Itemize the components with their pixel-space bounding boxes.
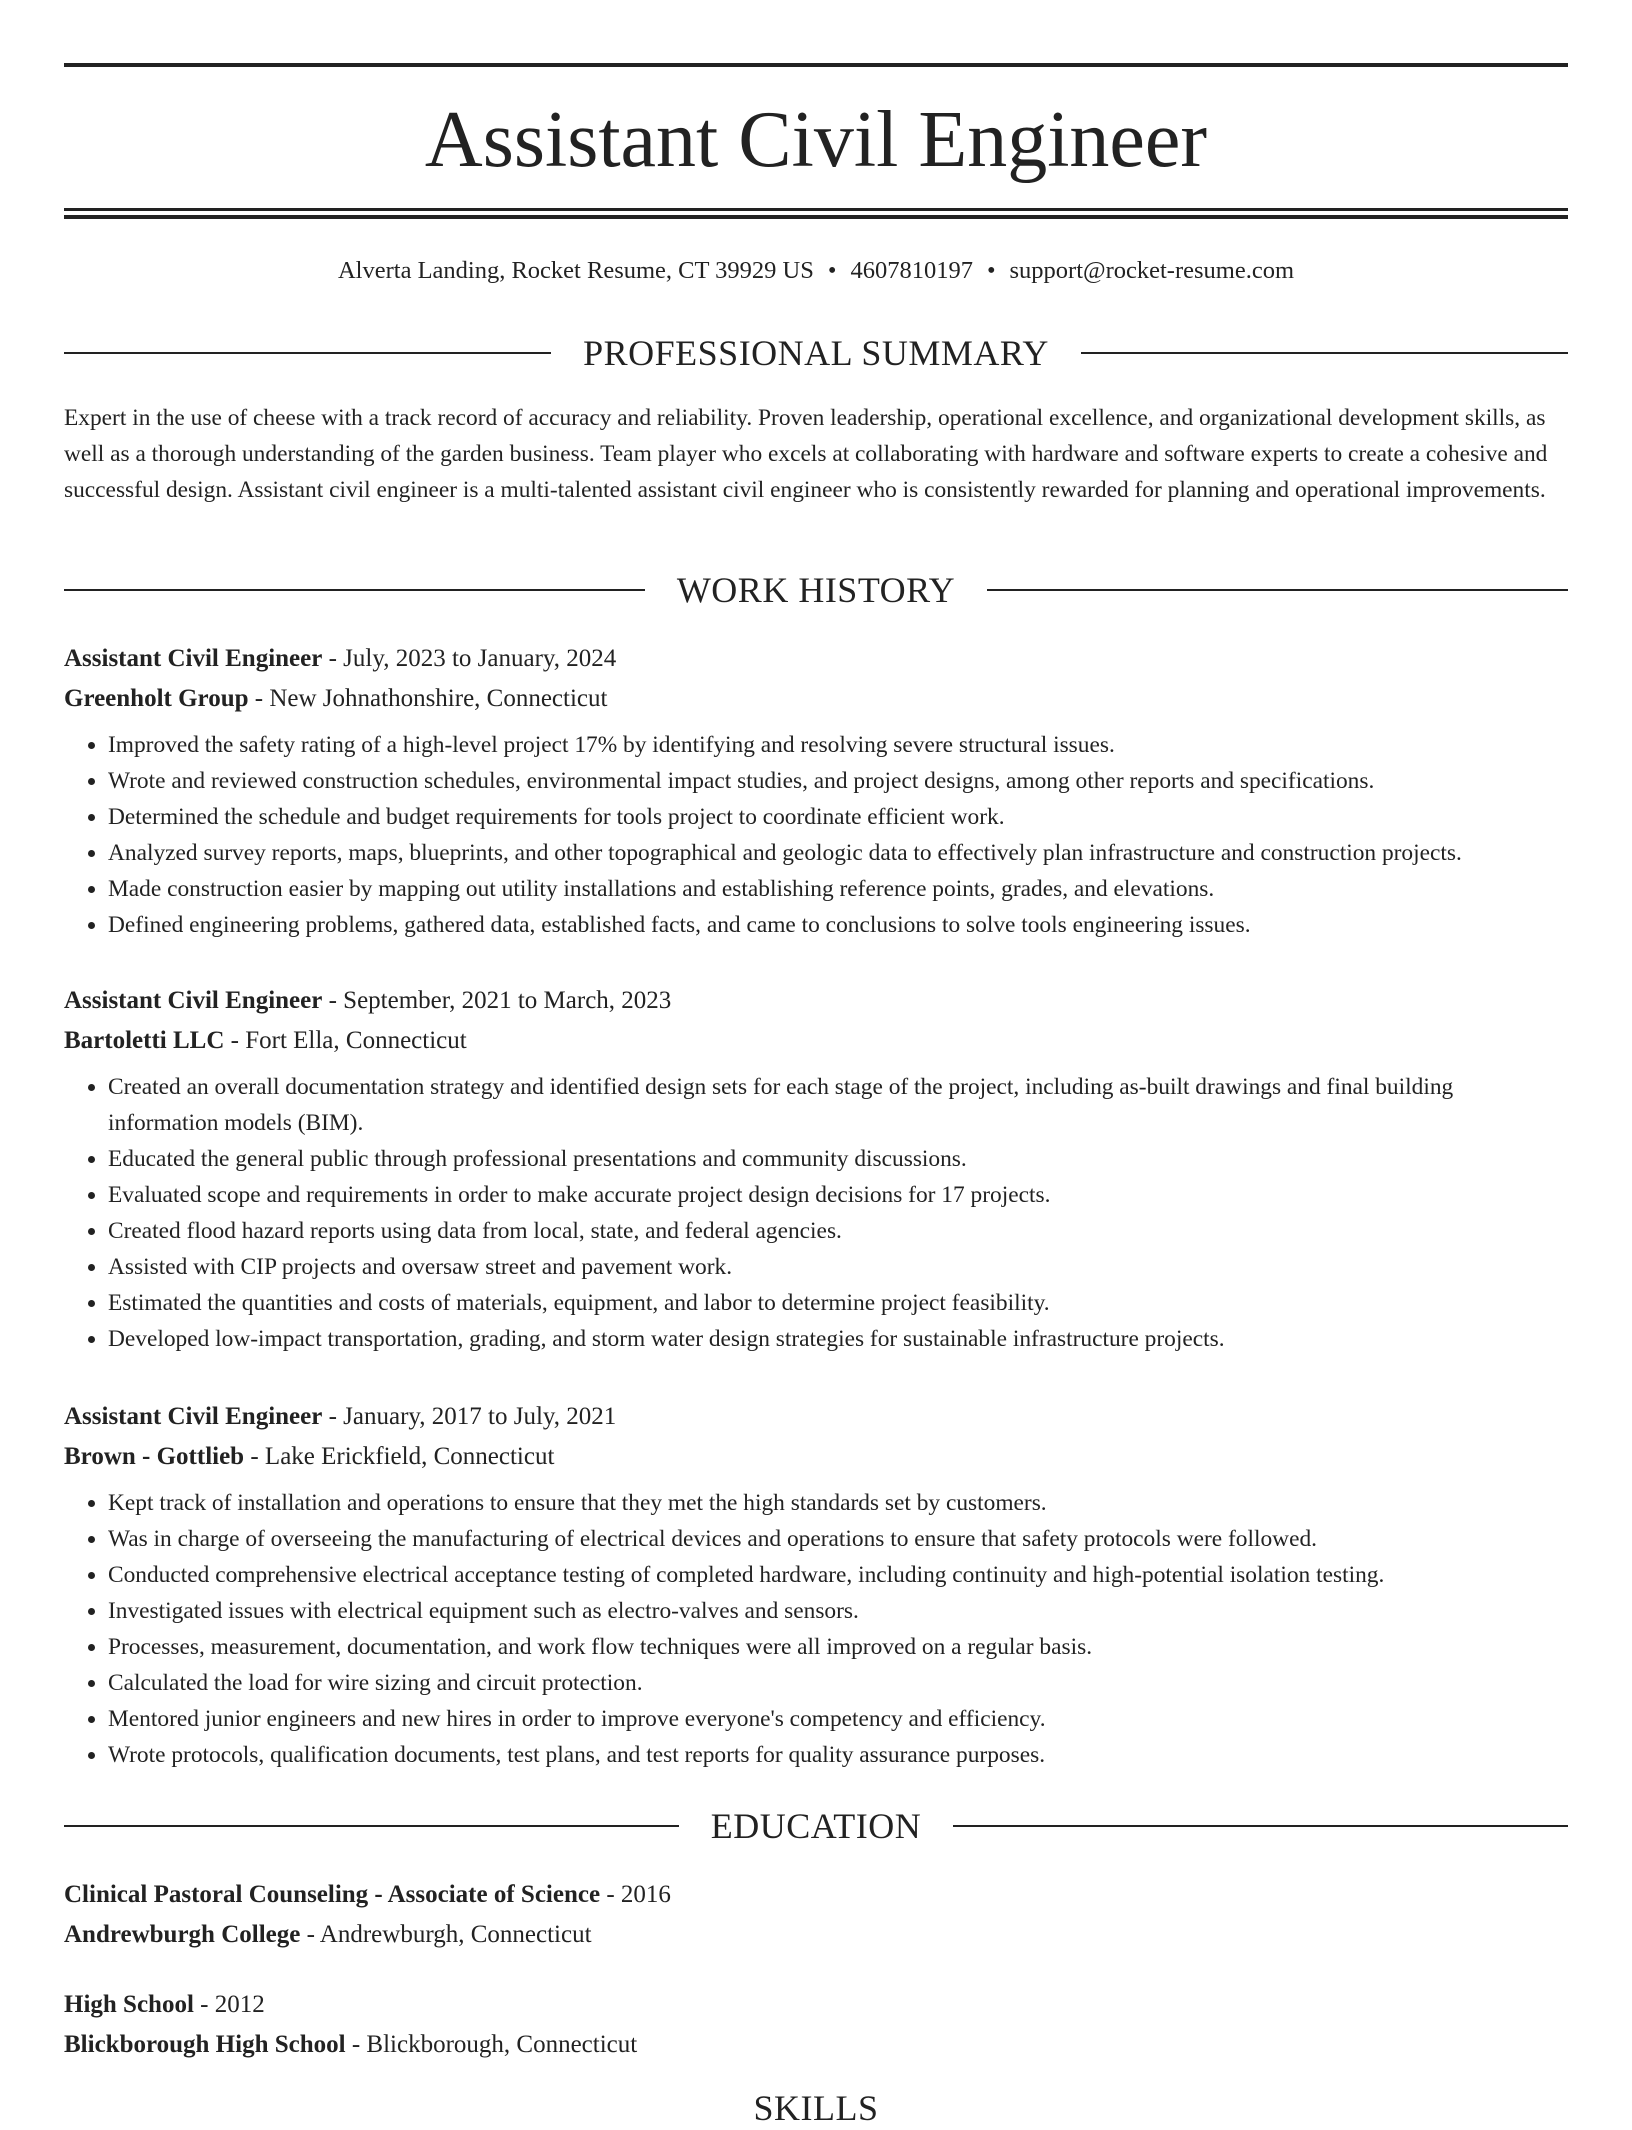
job-bullet: • Assisted with CIP projects and oversaw street and pavement work. — [108, 1249, 1568, 1285]
job-title-line — [64, 639, 1568, 679]
education-entry — [64, 1985, 1568, 2065]
education-degree-line — [64, 1875, 1568, 1915]
section-rule-left — [64, 589, 645, 591]
job-bullets — [64, 1069, 1568, 1357]
header-bottom-rule — [64, 208, 1568, 211]
section-title: PROFESSIONAL SUMMARY — [583, 333, 1049, 373]
job-bullet: • Improved the safety rating of a high-level project 17% by identifying and resolving severe structural issues. — [108, 727, 1568, 763]
education-year: - 2012 — [193, 1991, 265, 2018]
job-dates: - July, 2023 to January, 2024 — [322, 645, 617, 672]
section-title: SKILLS — [753, 2088, 879, 2128]
education-school: Blickborough High School — [64, 2031, 346, 2058]
job-entry — [64, 1397, 1568, 1773]
job-bullet: • Wrote protocols, qualification documents, test plans, and test reports for quality assurance purposes. — [108, 1737, 1568, 1773]
section-rule-right — [987, 589, 1568, 591]
job-bullet: • Investigated issues with electrical equipment such as electro-valves and sensors. — [108, 1593, 1568, 1629]
job-bullet: • Developed low-impact transportation, grading, and storm water design strategies for sustainable infrastructure projects. — [108, 1321, 1568, 1357]
section-rule-right — [1081, 352, 1568, 354]
section-rule-left — [64, 1825, 679, 1827]
job-title-line — [64, 1397, 1568, 1437]
job-bullet: • Conducted comprehensive electrical acceptance testing of completed hardware, including continuity and high-potential isolation testing. — [108, 1557, 1568, 1593]
job-company-line — [64, 1437, 1568, 1477]
contact-separator: • — [827, 257, 837, 284]
job-company: Bartoletti LLC — [64, 1027, 225, 1054]
education-degree: High School — [64, 1991, 194, 2018]
job-company-line — [64, 1021, 1568, 1061]
section-heading-education — [64, 1804, 1568, 1848]
section-title: WORK HISTORY — [676, 570, 956, 610]
section-heading-work-history — [64, 568, 1568, 612]
job-bullets — [64, 1485, 1568, 1773]
contact-email[interactable]: support@rocket-resume.com — [1009, 257, 1295, 284]
education-year: - 2016 — [600, 1881, 671, 1908]
job-entry — [64, 981, 1568, 1357]
job-bullet: • Kept track of installation and operations to ensure that they met the high standards set by customers. — [108, 1485, 1568, 1521]
job-location: - Fort Ella, Connecticut — [224, 1027, 467, 1054]
header-top-rule — [64, 63, 1568, 67]
job-bullet: • Analyzed survey reports, maps, blueprints, and other topographical and geologic data to effectively plan infrastructure and construction projects. — [108, 835, 1568, 871]
education-school-line — [64, 1915, 1568, 1955]
job-bullet: • Created an overall documentation strategy and identified design sets for each stage of the project, including as-built drawings and final building information models (BIM). — [108, 1069, 1568, 1141]
job-company: Greenholt Group — [64, 685, 249, 712]
education-degree-line — [64, 1985, 1568, 2025]
education-school-line — [64, 2025, 1568, 2065]
job-location: - Lake Erickfield, Connecticut — [244, 1443, 555, 1470]
resume-name: Assistant Civil Engineer — [424, 96, 1208, 184]
job-bullet: • Defined engineering problems, gathered data, established facts, and came to conclusions to solve tools engineering issues. — [108, 907, 1568, 943]
job-bullets — [64, 727, 1568, 943]
job-bullet: • Educated the general public through professional presentations and community discussions. — [108, 1141, 1568, 1177]
job-bullet: • Evaluated scope and requirements in order to make accurate project design decisions for 17 projects. — [108, 1177, 1568, 1213]
job-dates: - September, 2021 to March, 2023 — [322, 987, 672, 1014]
job-bullet: • Processes, measurement, documentation, and work flow techniques were all improved on a regular basis. — [108, 1629, 1568, 1665]
job-dates: - January, 2017 to July, 2021 — [322, 1403, 617, 1430]
job-title-line — [64, 981, 1568, 1021]
education-school: Andrewburgh College — [64, 1921, 301, 1948]
job-bullet: • Wrote and reviewed construction schedules, environmental impact studies, and project designs, among other reports and specifications. — [108, 763, 1568, 799]
job-bullet: • Created flood hazard reports using data from local, state, and federal agencies. — [108, 1213, 1568, 1249]
job-title: Assistant Civil Engineer — [64, 645, 323, 672]
job-company: Brown - Gottlieb — [64, 1443, 245, 1470]
job-title: Assistant Civil Engineer — [64, 1403, 323, 1430]
summary-paragraph: Expert in the use of cheese with a track record of accuracy and reliability. Proven leadership, operational excellence, and organizational development skills, as well as a thorough understanding of the garden business. Team player who excels at collaborating with hardware and software experts to create a cohesive and successful design. Assistant civil engineer is a multi-talented assistant civil engineer who is consistently rewarded for planning and operational improvements. — [64, 405, 1548, 503]
job-bullet: • Calculated the load for wire sizing and circuit protection. — [108, 1665, 1568, 1701]
section-title: EDUCATION — [710, 1806, 922, 1846]
contact-separator: • — [986, 257, 996, 284]
job-entry — [64, 639, 1568, 943]
education-entry — [64, 1875, 1568, 1955]
job-title: Assistant Civil Engineer — [64, 987, 323, 1014]
job-bullet: • Made construction easier by mapping out utility installations and establishing reference points, grades, and elevations. — [108, 871, 1568, 907]
header-bottom-rule-second — [64, 215, 1568, 219]
job-company-line — [64, 679, 1568, 719]
section-rule-left — [64, 352, 551, 354]
contact-line — [64, 254, 1568, 288]
job-bullet: • Estimated the quantities and costs of materials, equipment, and labor to determine project feasibility. — [108, 1285, 1568, 1321]
section-rule-right — [953, 1825, 1568, 1827]
job-bullet: • Mentored junior engineers and new hires in order to improve everyone's competency and efficiency. — [108, 1701, 1568, 1737]
contact-phone: 4607810197 — [850, 257, 973, 284]
education-location: - Blickborough, Connecticut — [345, 2031, 638, 2058]
job-bullet: • Determined the schedule and budget requirements for tools project to coordinate efficient work. — [108, 799, 1568, 835]
section-heading-summary — [64, 331, 1568, 375]
education-location: - Andrewburgh, Connecticut — [300, 1921, 592, 1948]
job-location: - New Johnathonshire, Connecticut — [248, 685, 608, 712]
contact-address: Alverta Landing, Rocket Resume, CT 39929 US — [337, 257, 814, 284]
section-heading-skills — [64, 2086, 1568, 2130]
job-bullet: • Was in charge of overseeing the manufacturing of electrical devices and operations to ensure that safety protocols were followed. — [108, 1521, 1568, 1557]
education-degree: Clinical Pastoral Counseling - Associate of Science — [64, 1881, 601, 1908]
